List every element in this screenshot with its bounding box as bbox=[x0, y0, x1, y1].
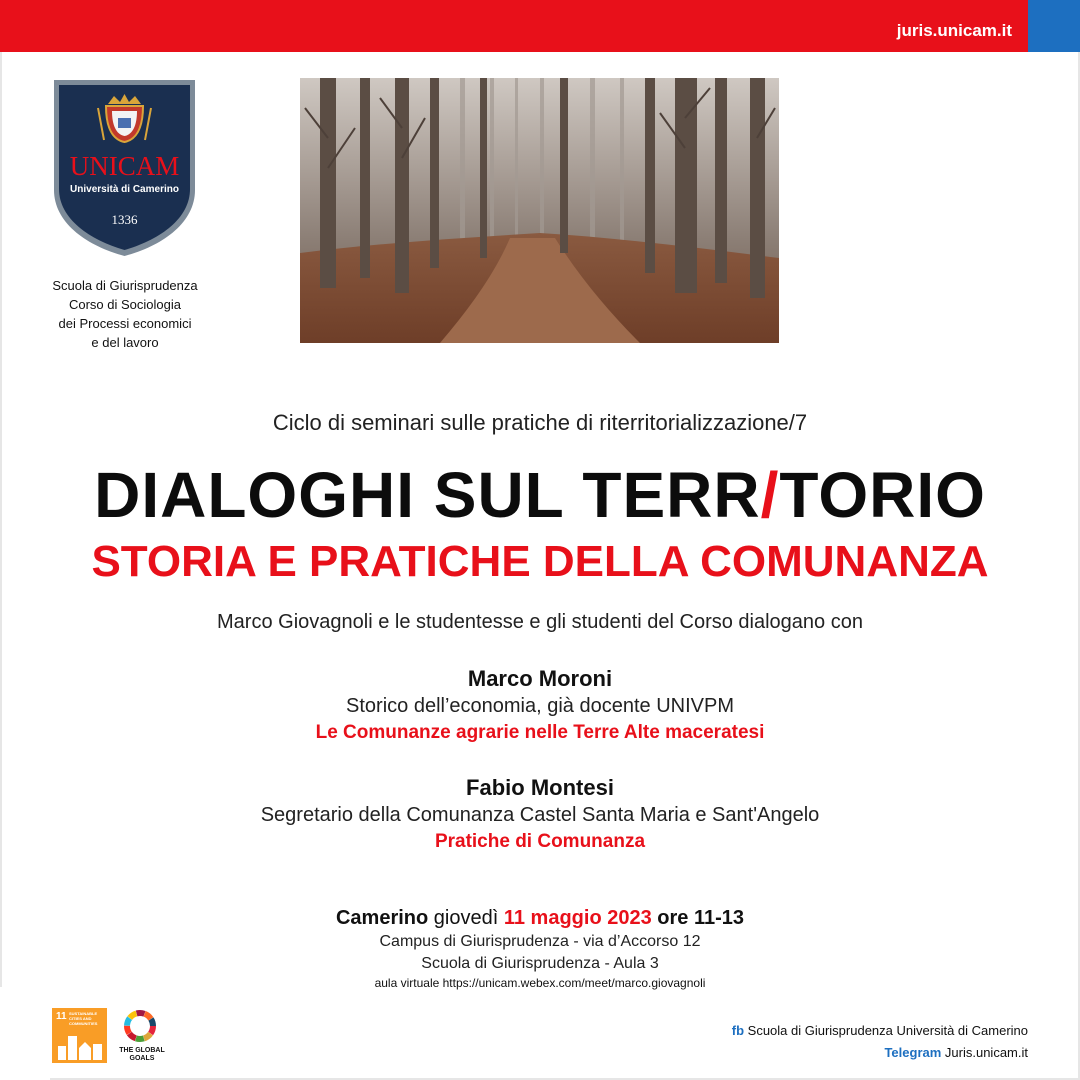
event-datetime bbox=[0, 907, 1080, 930]
intro-text: Marco Giovagnoli e le studentesse e gli studenti del Corso dialogano con bbox=[217, 611, 863, 633]
telegram-link[interactable] bbox=[884, 1045, 1028, 1060]
sdg-11-badge bbox=[52, 1008, 107, 1063]
school-line: e del lavoro bbox=[91, 335, 159, 350]
title-part-1: DIALOGHI SUL TERR bbox=[94, 459, 761, 531]
event-time: ore 11-13 bbox=[651, 907, 745, 929]
site-url-link[interactable]: juris.unicam.it bbox=[896, 21, 1012, 40]
school-line: Corso di Sociologia bbox=[68, 297, 181, 312]
event-city: Camerino bbox=[335, 907, 429, 929]
virtual-room-link[interactable]: aula virtuale https://unicam.webex.com/meet/marco.giovagnoli bbox=[374, 976, 706, 990]
forest-path-photo bbox=[300, 78, 779, 343]
facebook-page-name: Scuola di Giurisprudenza Università di Camerino bbox=[744, 1023, 1028, 1038]
unicam-wordmark: UNICAM bbox=[69, 151, 180, 181]
event-date: 11 maggio 2023 bbox=[503, 907, 652, 929]
school-description bbox=[40, 276, 210, 352]
speaker-1-talk-title: Le Comunanze agrarie nelle Terre Alte maceratesi bbox=[315, 722, 765, 743]
main-title bbox=[0, 458, 1080, 532]
telegram-channel: Juris.unicam.it bbox=[941, 1045, 1028, 1060]
seminar-series-label: Ciclo di seminari sulle pratiche di riterritorializzazione/7 bbox=[272, 410, 808, 435]
unicam-shield-logo bbox=[52, 78, 197, 258]
unicam-subtitle: Università di Camerino bbox=[70, 184, 179, 195]
facebook-prefix: fb bbox=[731, 1023, 745, 1038]
top-red-bar bbox=[0, 0, 1028, 52]
speaker-1-name: Marco Moroni bbox=[467, 666, 613, 691]
speaker-2-role: Segretario della Comunanza Castel Santa Maria e Sant'Angelo bbox=[260, 804, 820, 826]
school-line: Scuola di Giurisprudenza bbox=[52, 278, 198, 293]
title-slash: / bbox=[760, 459, 780, 531]
facebook-link[interactable] bbox=[732, 1023, 1028, 1038]
city-buildings-icon bbox=[58, 1030, 102, 1060]
speaker-2-talk-title: Pratiche di Comunanza bbox=[434, 831, 646, 852]
event-venue: Campus di Giurisprudenza - via d’Accorso 12 bbox=[379, 933, 701, 950]
telegram-prefix: Telegram bbox=[884, 1045, 942, 1060]
sdg-label: SUSTAINABLE CITIES AND COMMUNITIES bbox=[69, 1011, 98, 1026]
school-line: dei Processi economici bbox=[58, 316, 192, 331]
speaker-1-role: Storico dell’economia, già docente UNIVPM bbox=[346, 695, 734, 717]
sdg-number: 11 bbox=[56, 1011, 67, 1022]
event-room: Scuola di Giurisprudenza - Aula 3 bbox=[421, 955, 659, 972]
unicam-year: 1336 bbox=[111, 212, 138, 227]
global-goals-label: THE GLOBAL GOALS bbox=[119, 1047, 165, 1062]
subtitle: STORIA E PRATICHE DELLA COMUNANZA bbox=[91, 537, 989, 586]
event-weekday: giovedì bbox=[428, 907, 504, 929]
speaker-2-name: Fabio Montesi bbox=[466, 775, 614, 800]
title-part-2: TORIO bbox=[779, 459, 986, 531]
top-blue-block bbox=[1028, 0, 1080, 52]
